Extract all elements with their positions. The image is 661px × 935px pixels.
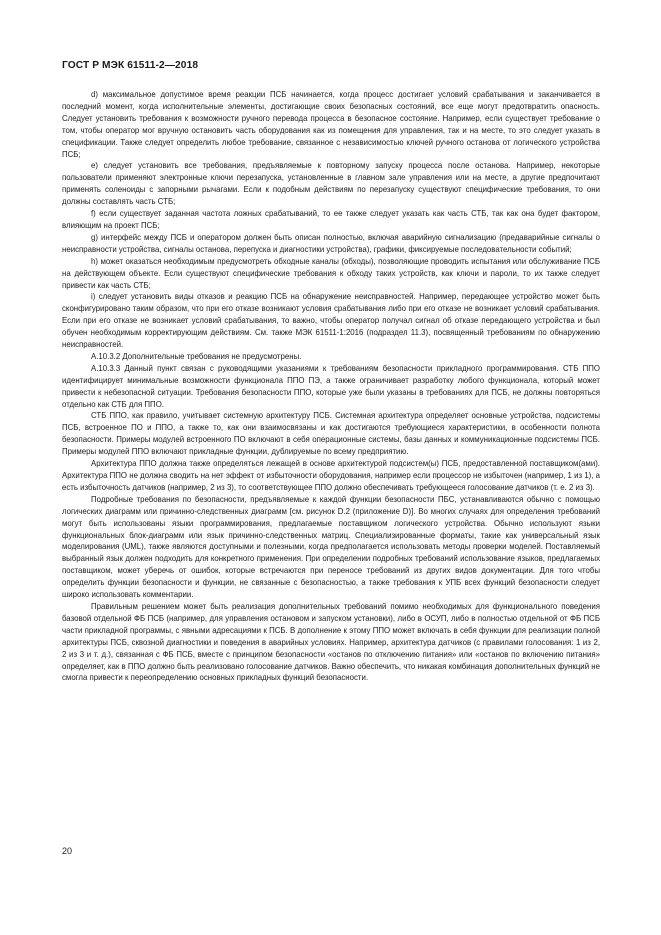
paragraph-correct-solution: Правильным решением может быть реализация дополнительных требований помимо необходимых для функционального поведения базовой отдельной ФБ ПСБ (например, для управления остановом и запуском установки), либо в ОСУП, либо в полностью отдельной от ФБ ПСБ части прикладной программы, с явными адресациями к ПСБ. В дополнение к этому ППО может включать в себя функции для реализации полной архитектуры ПСБ, сквозной диагностики и поведения в аварийных условиях. Например, архитектура датчиков (с правилами голосования: 1 из 2, 2 из 3 и т. д.), связанная с ФБ ПСБ, вместе с принципом безопасности «останов по отключению питания» или «останов по включению питания» определяет, как в ППО должно быть реализовано голосование датчиков. Важно обеспечить, что никакая комбинация дополнительных функций не смогла привести к переопределению основных прикладных функций безопасности. (62, 601, 600, 683)
paragraph-detailed-requirements: Подробные требования по безопасности, предъявляемые к каждой функции безопасности ПБС, устанавливаются обычно с помощью логических диаграмм или причинно-следственных диаграмм [см. рисунок D.2 (приложение D)]. Во многих случаях для определения требований могут быть использованы языки программирования, предлагаемые поставщиком логического устройства. Обычно используют языки функциональных блок-диаграмм или язык причинно-следственных матриц. Специализированные форматы, такие как универсальный язык моделирования (UML), также являются доступными и полезными, когда предполагается использовать методы проверки моделей. Поставляемый выбранный язык должен подходить для конкретного применения. При определении подробных требований использование языков, предлагаемых поставщиком, может уберечь от ошибок, которые встречаются при переносе требований из других видов документации. Для того чтобы определить функции безопасности и функции, не связанные с безопасностью, а также требования к УПБ всех функций безопасности следует широко использовать комментарии. (62, 494, 600, 600)
paragraph-e: e) следует установить все требования, предъявляемые к повторному запуску процесса после останова. Например, некоторые пользователи применяют электронные ключи перезапуска, установленные в главном зале управления или на месте, а другие предпочитают применять соленоиды с запорными рычагами. Если к подобным действиям по перезапуску существуют специфические требования, то они должны составлять часть СТБ; (62, 161, 600, 207)
paragraph-f: f) если существует заданная частота ложных срабатываний, то ее также следует указать как часть СТБ, так как она будет фактором, влияющим на проект ПСБ; (62, 209, 600, 230)
page-number: 20 (62, 846, 73, 856)
paragraph-a-10-3-3: А.10.3.3 Данный пункт связан с руководящими указаниями к требованиям безопасности прикладного программирования. СТБ ППО идентифицирует минимальные возможности функционала ППО ПЭ, а также ограничивает разработку любого функционала, который может привести к небезопасной ситуации. Требования безопасности ППО, которые уже были указаны в требованиях для ПСБ, не должны повторяться отдельно как СТБ для ППО. (62, 363, 600, 409)
paragraph-h: h) может оказаться необходимым предусмотреть обходные каналы (обходы), позволяющие проводить испытания или обслуживание ПСБ на действующем объекте. Если существуют специфические требования к обходу таких устройств, как ключи и пароли, то их также следует привести как часть СТБ; (62, 256, 600, 290)
document-body (62, 89, 600, 684)
paragraph-a-10-3-2: А.10.3.2 Дополнительные требования не предусмотрены. (91, 351, 302, 361)
paragraph-architecture: Архитектура ППО должна также определяться лежащей в основе архитектурой подсистем(ы) ПСБ, предоставленной поставщиком(ами). Архитектура ППО не должна сводить на нет эффект от избыточности оборудования, например если процессор не избыточен (например, 1 из 1), а есть избыточность датчиков (например, 2 из 3), то соответствующее ППО должно обеспечивать требующееся голосование датчиков (т. е. 2 из 3). (62, 459, 600, 492)
document-header: ГОСТ Р МЭК 61511-2—2018 (62, 60, 199, 71)
paragraph-stb-ppo: СТБ ППО, как правило, учитывает системную архитектуру ПСБ. Системная архитектура определяет основные устройства, подсистемы ПСБ, встроенное ПО и ППО, а также то, как они взаимосвязаны и как достигаются требующиеся характеристики, в особенности полнота безопасности. Примеры модулей встроенного ПО включают в себя операционные системы, базы данных и коммуникационные подсистемы ПСБ. Примеры модулей ППО включают прикладные функции, дублируемые по всему предприятию. (62, 411, 600, 457)
paragraph-i: i) следует установить виды отказов и реакцию ПСБ на обнаружение неисправностей. Например, передающее устройство может быть сконфигурировано таким образом, что при его отказе возникают условия срабатывания либо при его отказе не возникает условий срабатывания. Если при его отказе не возникает условий срабатывания, то важно, чтобы оператор получал сигнал об отказе передающего устройства и был обучен необходимым корректирующим действиям. См. также МЭК 61511-1:2016 (подраздел 11.3), посвященный требованиям по обнаружению неисправностей. (62, 292, 600, 350)
paragraph-g: g) интерфейс между ПСБ и оператором должен быть описан полностью, включая аварийную сигнализацию (предаварийные сигналы о неисправности устройства, сигналы останова, перепуска и диагностики устройства), графики, фиксируемые последовательности событий; (62, 232, 600, 254)
paragraph-d: d) максимальное допустимое время реакции ПСБ начинается, когда процесс достигает условий срабатывания и заканчивается в последний момент, когда исполнительные элементы, достигающие своих безопасных состояний, все еще могут предотвратить опасность. Следует установить требования к возможности ручного перевода процесса в безопасное состояние. Например, если существует требование о том, чтобы оператор мог вручную остановить часть оборудования как из помещения для управления, так и на месте, то это следует указать в спецификации. Также следует определить любое требование, связанное с независимостью ключей ручного останова от логического устройства ПСБ; (62, 90, 600, 159)
